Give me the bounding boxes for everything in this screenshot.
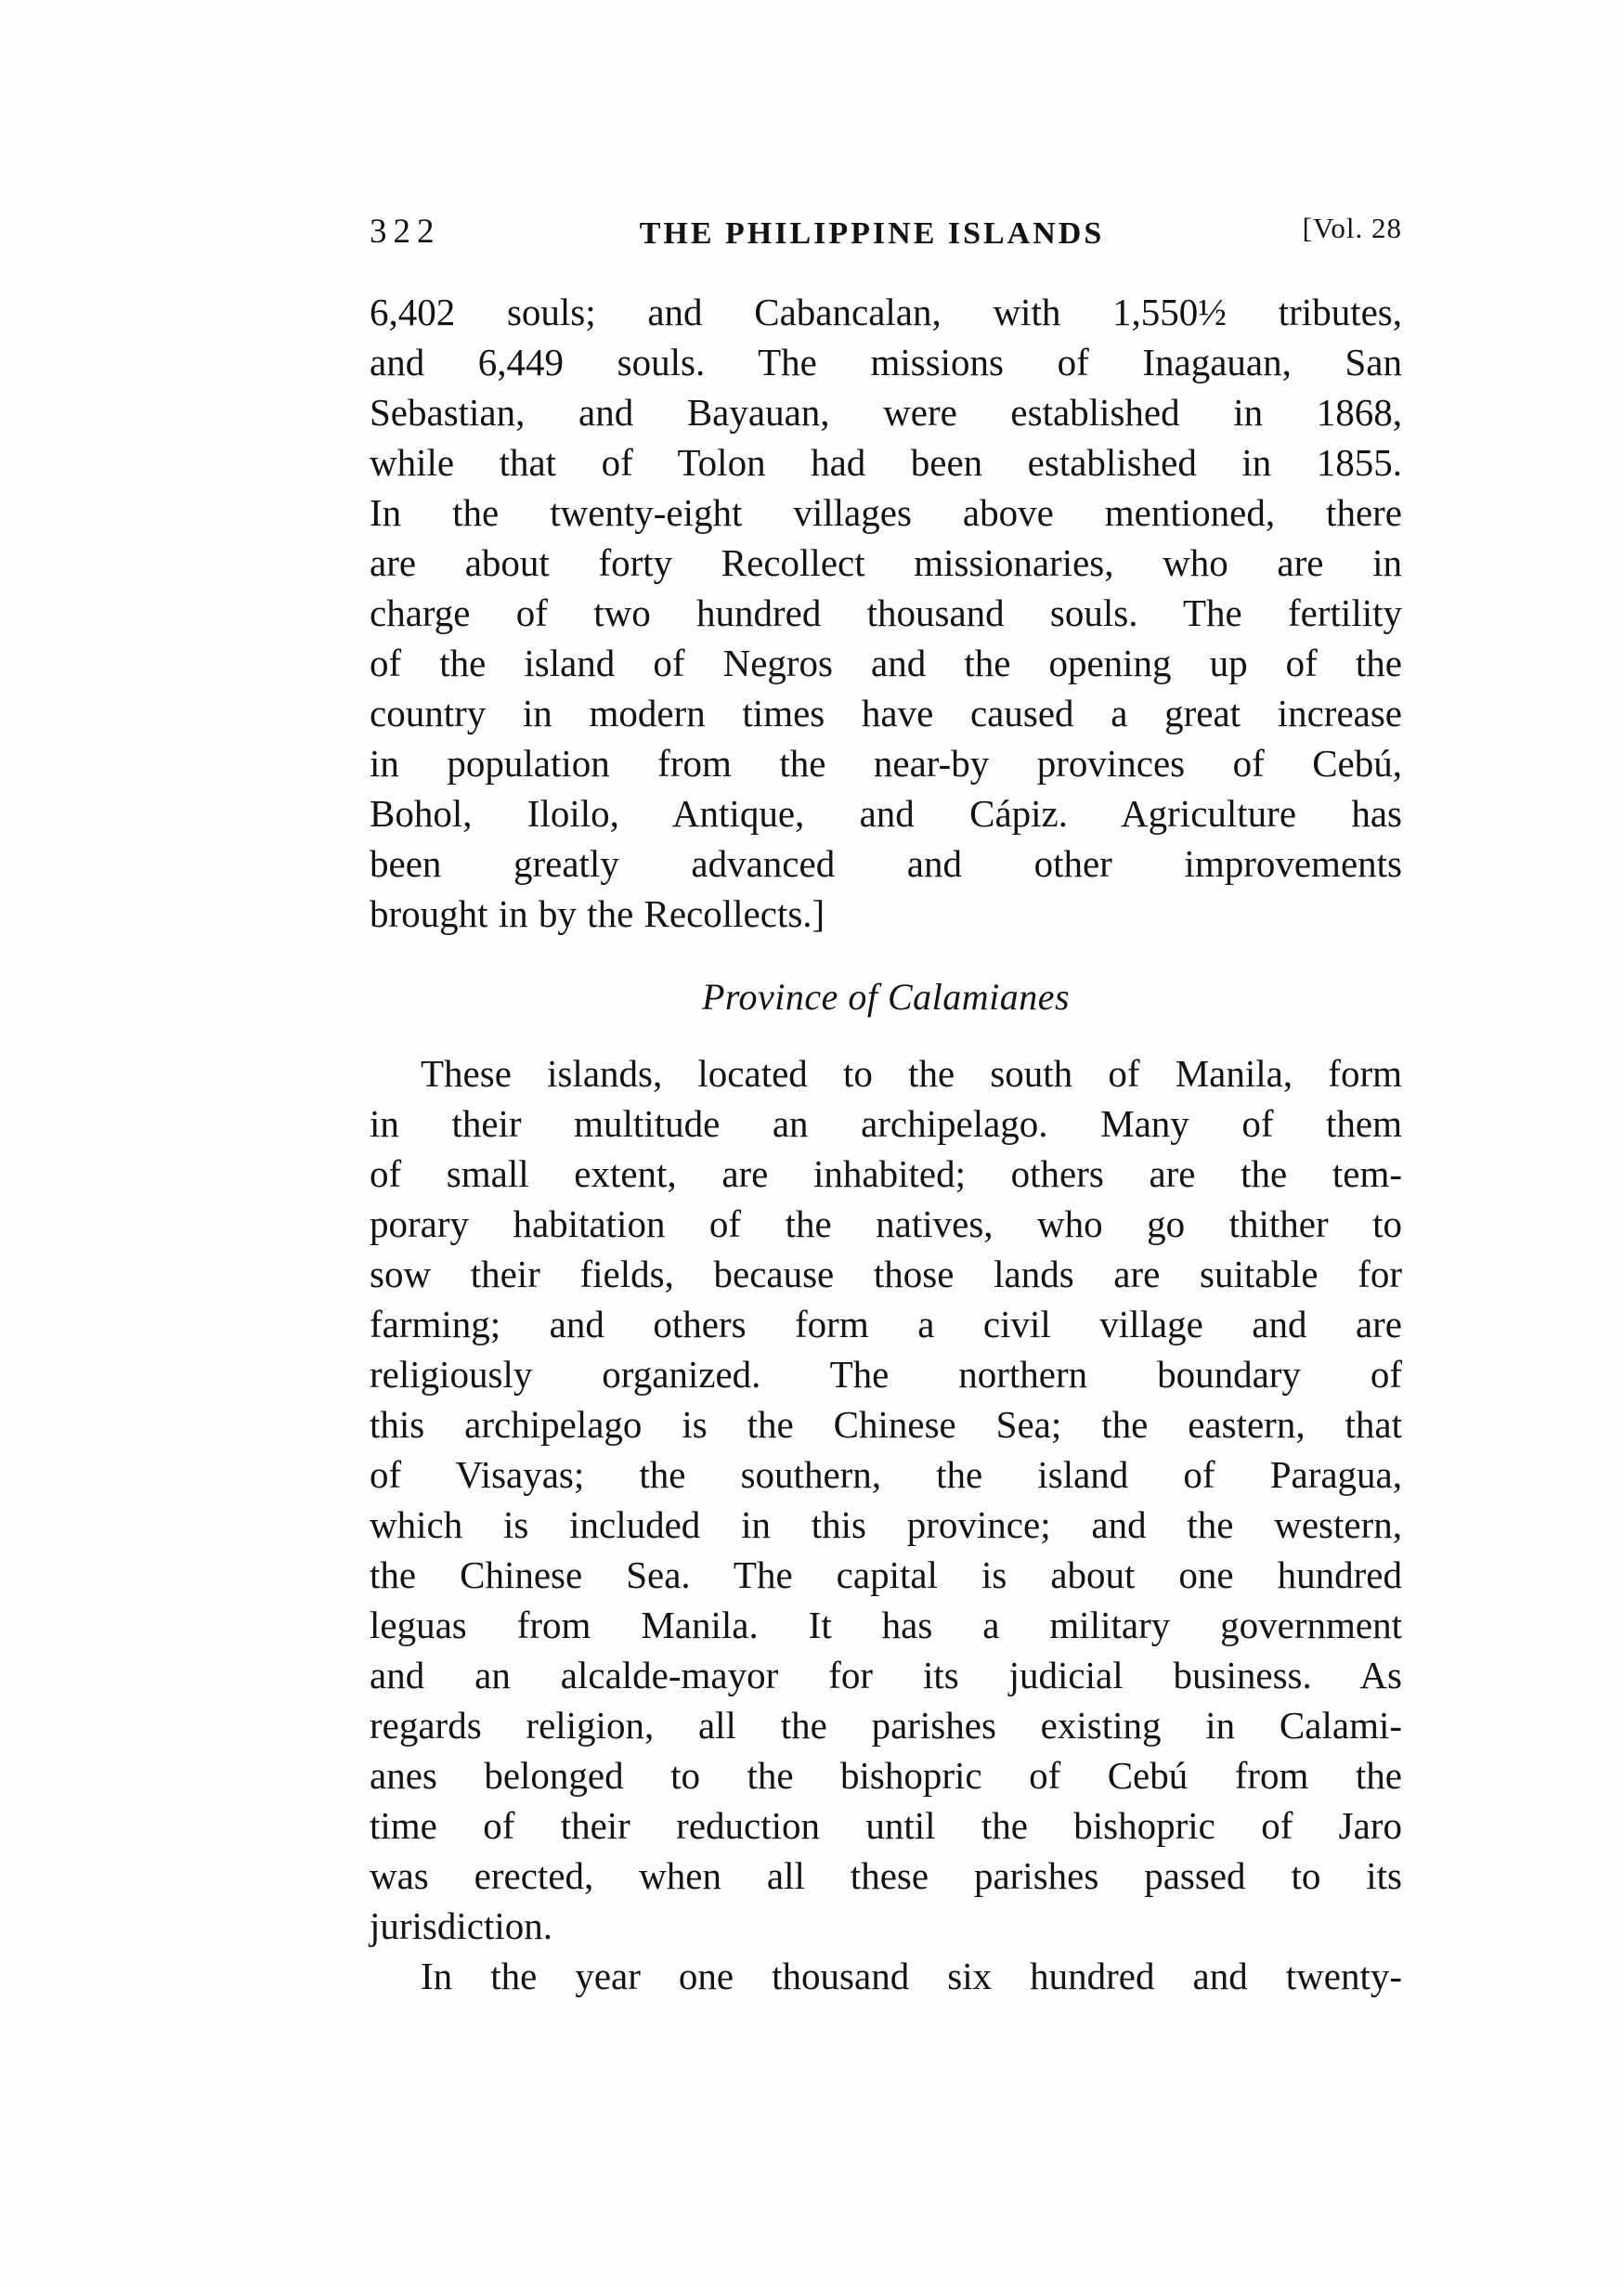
page-header	[370, 209, 1402, 252]
text-line: and an alcalde-mayor for its judicial business. As	[370, 1654, 1402, 1696]
text-line: was erected, when all these parishes passed to its	[370, 1854, 1402, 1897]
section-heading: Province of Calamianes	[701, 976, 1071, 1018]
text-line: in their multitude an archipelago. Many of them	[370, 1102, 1402, 1145]
text-line: been greatly advanced and other improvements	[370, 842, 1402, 885]
text-line: Bohol, Iloilo, Antique, and Cápiz. Agriculture has	[370, 792, 1402, 835]
text-line: porary habitation of the natives, who go thither to	[370, 1202, 1402, 1245]
text-line: leguas from Manila. It has a military government	[370, 1604, 1402, 1646]
volume-label: [Vol. 28	[1302, 212, 1402, 244]
text-line: country in modern times have caused a great increase	[370, 692, 1402, 734]
paragraph-recollect-missions	[370, 287, 1402, 939]
text-line: religiously organized. The northern boundary of	[370, 1353, 1402, 1396]
text-line: jurisdiction.	[370, 1904, 553, 1947]
text-line: and 6,449 souls. The missions of Inagauan, San	[370, 341, 1402, 383]
text-line: which is included in this province; and the western,	[370, 1503, 1402, 1546]
text-line: in population from the near-by provinces of Cebú,	[370, 742, 1402, 785]
text-block	[370, 209, 1402, 2001]
text-line: anes belonged to the bishopric of Cebú from the	[370, 1754, 1402, 1797]
text-line: of Visayas; the southern, the island of Paragua,	[370, 1453, 1402, 1496]
paragraph-year-opening	[370, 1951, 1402, 2001]
text-line: are about forty Recollect missionaries, who are in	[370, 541, 1402, 584]
text-line: In the year one thousand six hundred and twenty-	[421, 1955, 1402, 1997]
text-line: this archipelago is the Chinese Sea; the eastern, that	[370, 1403, 1402, 1446]
paragraph-calamianes	[370, 1048, 1402, 1951]
text-line: charge of two hundred thousand souls. The fertility	[370, 591, 1402, 634]
text-line: Sebastian, and Bayauan, were established in 1868,	[370, 391, 1402, 434]
text-line: sow their fields, because those lands are suitable for	[370, 1253, 1402, 1295]
text-line: time of their reduction until the bishopric of Jaro	[370, 1804, 1402, 1847]
page-number: 322	[370, 213, 441, 251]
text-line: the Chinese Sea. The capital is about one hundred	[370, 1553, 1402, 1596]
text-line: while that of Tolon had been established in 1855.	[370, 441, 1402, 484]
text-line: brought in by the Recollects.]	[370, 892, 825, 935]
text-line: These islands, located to the south of Manila, form	[421, 1052, 1402, 1095]
text-line: farming; and others form a civil village and are	[370, 1303, 1402, 1345]
running-title: THE PHILIPPINE ISLANDS	[639, 216, 1105, 251]
text-line: regards religion, all the parishes existing in Calami-	[370, 1704, 1402, 1747]
text-line: 6,402 souls; and Cabancalan, with 1,550½ tributes,	[370, 291, 1402, 333]
text-line: of small extent, are inhabited; others are the tem-	[370, 1152, 1402, 1195]
text-line: of the island of Negros and the opening up of the	[370, 642, 1402, 684]
text-line: In the twenty-eight villages above mentioned, there	[370, 491, 1402, 534]
